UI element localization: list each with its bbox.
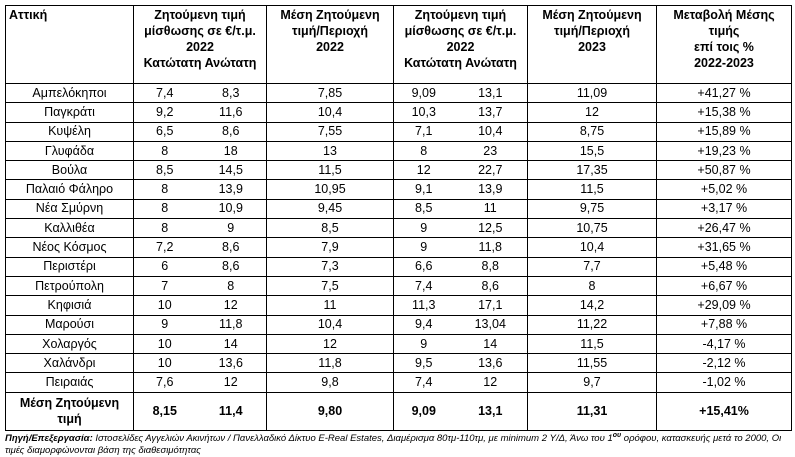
avg-2022: 10,4: [267, 103, 394, 122]
avg-2022: 7,3: [267, 257, 394, 276]
change-percent: +3,17 %: [657, 199, 792, 218]
min-2022: 6: [134, 257, 196, 276]
max-2022: 11,8: [196, 315, 267, 334]
area-name: Μαρούσι: [6, 315, 134, 334]
max-2022: 9: [196, 219, 267, 238]
min-2023: 9: [394, 219, 454, 238]
avg-2023: 10,4: [528, 238, 657, 257]
area-name: Χαλάνδρι: [6, 354, 134, 373]
area-name: Παγκράτι: [6, 103, 134, 122]
table-row: [6, 257, 792, 276]
min-2023: 11,3: [394, 296, 454, 315]
area-name: Παλαιό Φάληρο: [6, 180, 134, 199]
change-percent: -2,12 %: [657, 354, 792, 373]
area-name: Νέα Σμύρνη: [6, 199, 134, 218]
header-price-2022: Ζητούμενη τιμή μίσθωσης σε €/τ.μ. 2022 Κατώτατη Ανώτατη: [134, 6, 267, 84]
header-row: [6, 6, 792, 84]
table-row: [6, 315, 792, 334]
max-2023: 13,9: [454, 180, 528, 199]
min-2022: 10: [134, 296, 196, 315]
max-2023: 12,5: [454, 219, 528, 238]
max-2022: 8,6: [196, 257, 267, 276]
area-name: Πειραιάς: [6, 373, 134, 392]
avg-2022: 11,5: [267, 161, 394, 180]
change-percent: +41,27 %: [657, 84, 792, 103]
max-2022: 13,9: [196, 180, 267, 199]
table-row: [6, 84, 792, 103]
avg-2023: 9,7: [528, 373, 657, 392]
source-note-sup: ου: [612, 431, 622, 439]
min-2023: 6,6: [394, 257, 454, 276]
table-row: [6, 296, 792, 315]
area-name: Καλλιθέα: [6, 219, 134, 238]
max-2023: 8,8: [454, 257, 528, 276]
min-2023: 7,1: [394, 122, 454, 141]
table-row: [6, 219, 792, 238]
min-2023: 8,5: [394, 199, 454, 218]
avg-2023: 17,35: [528, 161, 657, 180]
max-2023: 8,6: [454, 276, 528, 295]
area-name: Χολαργός: [6, 334, 134, 353]
average-max-2023: 13,1: [454, 392, 528, 430]
average-min-2023: 9,09: [394, 392, 454, 430]
change-percent: +7,88 %: [657, 315, 792, 334]
avg-2023: 15,5: [528, 141, 657, 160]
header-avg-2022: Μέση Ζητούμενη τιμή/Περιοχή 2022: [267, 6, 394, 84]
max-2022: 8: [196, 276, 267, 295]
min-2023: 12: [394, 161, 454, 180]
min-2022: 7,6: [134, 373, 196, 392]
max-2022: 12: [196, 296, 267, 315]
price-table-container: [5, 5, 791, 457]
header-avg-2023: Μέση Ζητούμενη τιμή/Περιοχή 2023: [528, 6, 657, 84]
min-2022: 8: [134, 219, 196, 238]
change-percent: -4,17 %: [657, 334, 792, 353]
min-2023: 9,4: [394, 315, 454, 334]
table-row: [6, 180, 792, 199]
min-2023: 10,3: [394, 103, 454, 122]
table-row: [6, 373, 792, 392]
avg-2022: 9,8: [267, 373, 394, 392]
area-name: Γλυφάδα: [6, 141, 134, 160]
max-2022: 12: [196, 373, 267, 392]
avg-2022: 7,55: [267, 122, 394, 141]
min-2023: 9,5: [394, 354, 454, 373]
avg-2022: 9,45: [267, 199, 394, 218]
table-row: [6, 334, 792, 353]
min-2022: 8: [134, 141, 196, 160]
max-2023: 12: [454, 373, 528, 392]
avg-2023: 11,55: [528, 354, 657, 373]
avg-2022: 7,9: [267, 238, 394, 257]
header-area: Αττική: [6, 6, 134, 84]
max-2022: 13,6: [196, 354, 267, 373]
max-2023: 14: [454, 334, 528, 353]
table-body: [6, 84, 792, 393]
area-name: Πετρούπολη: [6, 276, 134, 295]
max-2023: 11: [454, 199, 528, 218]
area-name: Κυψέλη: [6, 122, 134, 141]
min-2023: 7,4: [394, 276, 454, 295]
average-row: [6, 392, 792, 430]
average-avg-2023: 11,31: [528, 392, 657, 430]
avg-2023: 11,22: [528, 315, 657, 334]
max-2022: 8,3: [196, 84, 267, 103]
min-2023: 9: [394, 334, 454, 353]
change-percent: -1,02 %: [657, 373, 792, 392]
area-name: Αμπελόκηποι: [6, 84, 134, 103]
min-2022: 8: [134, 199, 196, 218]
change-percent: +26,47 %: [657, 219, 792, 238]
source-note-text: Ιστοσελίδες Αγγελιών Ακινήτων / Πανελλαδικό Δίκτυο E-Real Estates, Διαμέρισμα 80τμ-110τμ, με minimum 2 Υ/Δ, Άνω του 1: [95, 432, 613, 444]
change-percent: +50,87 %: [657, 161, 792, 180]
max-2023: 17,1: [454, 296, 528, 315]
max-2022: 18: [196, 141, 267, 160]
max-2023: 10,4: [454, 122, 528, 141]
max-2022: 8,6: [196, 238, 267, 257]
table-row: [6, 122, 792, 141]
header-change: Μεταβολή Μέσης τιμής επί τοις % 2022-2023: [657, 6, 792, 84]
min-2023: 9,09: [394, 84, 454, 103]
max-2023: 13,1: [454, 84, 528, 103]
min-2022: 7: [134, 276, 196, 295]
min-2022: 6,5: [134, 122, 196, 141]
avg-2022: 13: [267, 141, 394, 160]
max-2023: 11,8: [454, 238, 528, 257]
source-note-text-2: ορόφου, κατασκευής μετά το 2000, Οι τιμές διαμορφώνονται βάση της διαθεσιμότητας: [5, 432, 782, 456]
avg-2023: 12: [528, 103, 657, 122]
max-2023: 13,6: [454, 354, 528, 373]
table-row: [6, 276, 792, 295]
change-percent: +5,02 %: [657, 180, 792, 199]
avg-2023: 8,75: [528, 122, 657, 141]
average-avg-2022: 9,80: [267, 392, 394, 430]
avg-2022: 7,5: [267, 276, 394, 295]
table-row: [6, 103, 792, 122]
avg-2023: 10,75: [528, 219, 657, 238]
max-2022: 14: [196, 334, 267, 353]
source-note-label: Πηγή/Επεξεργασία:: [5, 432, 93, 444]
max-2022: 11,6: [196, 103, 267, 122]
min-2023: 9: [394, 238, 454, 257]
avg-2022: 8,5: [267, 219, 394, 238]
average-change: +15,41%: [657, 392, 792, 430]
max-2023: 22,7: [454, 161, 528, 180]
max-2022: 8,6: [196, 122, 267, 141]
min-2022: 7,4: [134, 84, 196, 103]
min-2022: 7,2: [134, 238, 196, 257]
min-2023: 8: [394, 141, 454, 160]
avg-2022: 10,95: [267, 180, 394, 199]
area-name: Νέος Κόσμος: [6, 238, 134, 257]
source-note: [5, 433, 791, 457]
table-row: [6, 161, 792, 180]
table-row: [6, 238, 792, 257]
min-2023: 9,1: [394, 180, 454, 199]
avg-2023: 11,5: [528, 180, 657, 199]
min-2022: 10: [134, 334, 196, 353]
change-percent: +6,67 %: [657, 276, 792, 295]
average-min-2022: 8,15: [134, 392, 196, 430]
max-2023: 13,04: [454, 315, 528, 334]
table-row: [6, 199, 792, 218]
area-name: Κηφισιά: [6, 296, 134, 315]
min-2022: 8: [134, 180, 196, 199]
avg-2023: 14,2: [528, 296, 657, 315]
avg-2022: 10,4: [267, 315, 394, 334]
min-2022: 9,2: [134, 103, 196, 122]
avg-2022: 7,85: [267, 84, 394, 103]
change-percent: +29,09 %: [657, 296, 792, 315]
max-2022: 14,5: [196, 161, 267, 180]
average-max-2022: 11,4: [196, 392, 267, 430]
area-name: Βούλα: [6, 161, 134, 180]
avg-2022: 11,8: [267, 354, 394, 373]
change-percent: +5,48 %: [657, 257, 792, 276]
avg-2023: 9,75: [528, 199, 657, 218]
average-label: Μέση Ζητούμενη τιμή: [6, 392, 134, 430]
max-2023: 23: [454, 141, 528, 160]
avg-2023: 11,09: [528, 84, 657, 103]
change-percent: +19,23 %: [657, 141, 792, 160]
min-2023: 7,4: [394, 373, 454, 392]
min-2022: 10: [134, 354, 196, 373]
max-2023: 13,7: [454, 103, 528, 122]
table-row: [6, 354, 792, 373]
min-2022: 8,5: [134, 161, 196, 180]
min-2022: 9: [134, 315, 196, 334]
change-percent: +15,89 %: [657, 122, 792, 141]
avg-2022: 12: [267, 334, 394, 353]
avg-2023: 11,5: [528, 334, 657, 353]
table-row: [6, 141, 792, 160]
avg-2023: 7,7: [528, 257, 657, 276]
avg-2023: 8: [528, 276, 657, 295]
change-percent: +15,38 %: [657, 103, 792, 122]
rent-price-table: [5, 5, 792, 431]
max-2022: 10,9: [196, 199, 267, 218]
area-name: Περιστέρι: [6, 257, 134, 276]
change-percent: +31,65 %: [657, 238, 792, 257]
avg-2022: 11: [267, 296, 394, 315]
header-price-2023: Ζητούμενη τιμή μίσθωσης σε €/τ.μ. 2022 Κατώτατη Ανώτατη: [394, 6, 528, 84]
